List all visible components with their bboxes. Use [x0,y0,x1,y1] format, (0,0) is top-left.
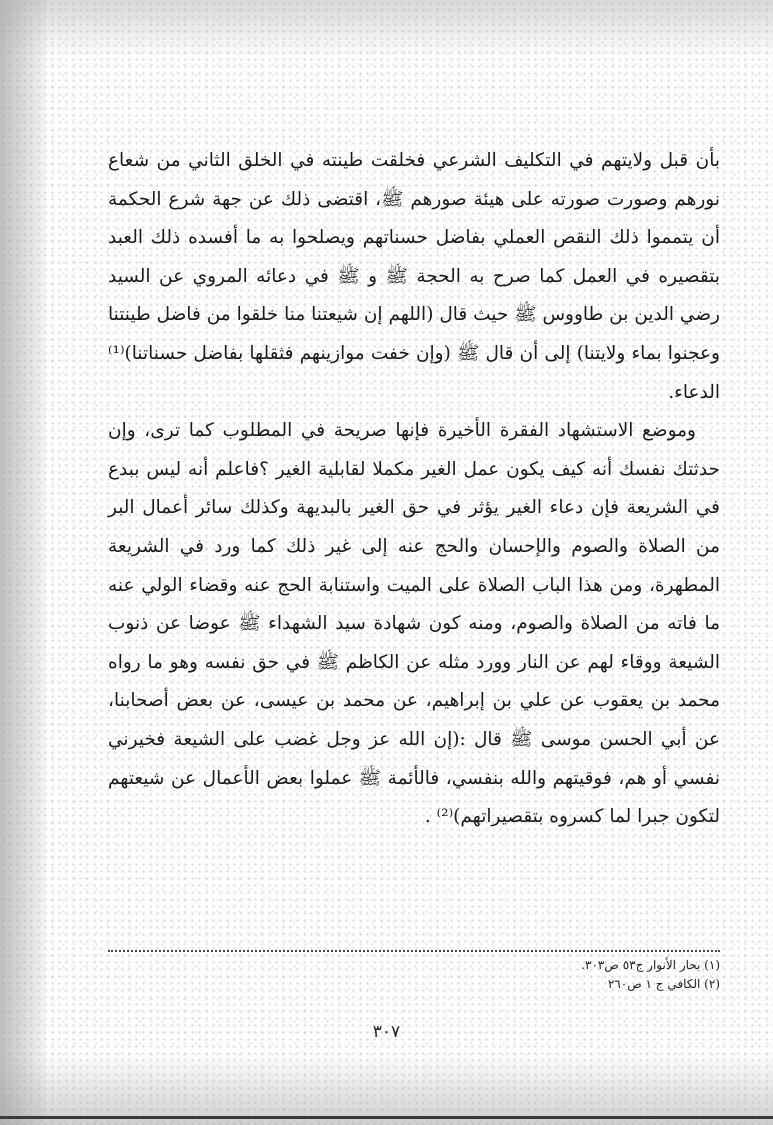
scan-left-shadow [0,0,46,1125]
footnote-1: (١) بحار الأنوار ج٥٣ ص٣٠٣. [581,958,720,972]
scan-bottom-shadow [0,1055,773,1125]
page-number: ٣٠٧ [372,1022,401,1042]
paragraph-1: بأن قبل ولايتهم في التكليف الشرعي فخلقت طينته في الخلق الثاني من شعاع نورهم وصورت صورته على هيئة صورهم ﷺ، اقتضى ذلك عن جهة شرع الحكمة أن يتمموا ذلك النقص العملي بفاضل حسناتهم ويصلحوا به ما أفسده ذلك العبد بتقصيره في العمل كما صرح به الحجة ﷺ و ﷺ في دعائه المروي عن السيد رضي الدين بن طاووس ﷺ حيث قال (اللهم إن شيعتنا منا خلقوا من فاضل طينتنا وعجنوا بماء ولايتنا) إلى أن قال ﷺ (وإن خفت موازينهم فثقلها بفاضل حسناتنا)⁽¹⁾ الدعاء. [108,150,720,403]
paragraph-2: وموضع الاستشهاد الفقرة الأخيرة فإنها صريحة في المطلوب كما ترى، وإن حدثتك نفسك أنه كيف يكون عمل الغير مكملا لقابلية الغير ؟فاعلم أنه ليس ببدع في الشريعة فإن دعاء الغير يؤثر في حق الغير بالبديهة وكذلك سائر أعمال البر من الصلاة والصوم والإحسان والحج عنه إلى غير ذلك كما ورد في الشريعة المطهرة، ومن هذا الباب الصلاة على الميت واستنابة الحج عنه وقضاء الولي عنه ما فاته من الصلاة والصوم، ومنه كون شهادة سيد الشهداء ﷺ عوضا عن ذنوب الشيعة ووقاء لهم عن النار وورد مثله عن الكاظم ﷺ في حق نفسه وهو ما رواه محمد بن يعقوب عن علي بن إبراهيم، عن محمد بن عيسى، عن بعض أصحابنا، عن أبي الحسن موسى ﷺ قال :(إن الله عز وجل غضب على الشيعة فخيرني نفسي أو هم، فوقيتهم والله بنفسي، فالأئمة ﷺ عملوا بعض الأعمال عن شيعتهم لتكون جبرا لما كسروه بتقصيراتهم)⁽²⁾ . [108,420,720,828]
footnotes [108,956,720,994]
scan-top-shadow [0,0,773,58]
footnote-2: (٢) الكافي ج ١ ص٢٦٠ [607,977,720,991]
footnote-divider [108,950,720,952]
scan-bottom-rule [0,1116,773,1119]
body-text [108,142,720,837]
